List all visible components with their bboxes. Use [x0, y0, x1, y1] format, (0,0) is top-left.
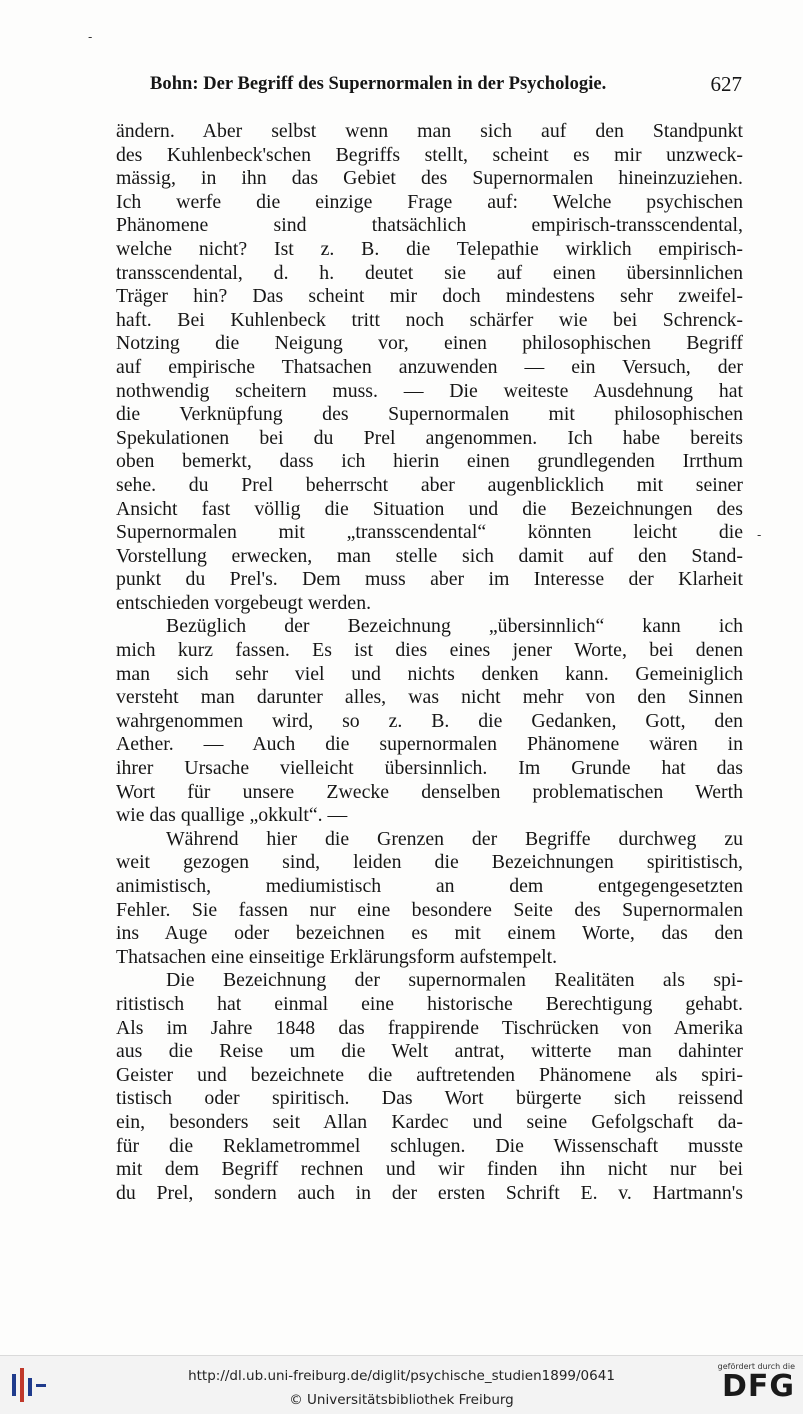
text-line: aus die Reise um die Welt antrat, witterte man dahinter — [116, 1040, 743, 1063]
text-line: Als im Jahre 1848 das frappirende Tischrücken von Amerika — [116, 1016, 743, 1039]
running-header — [150, 72, 742, 100]
text-line: Träger hin? Das scheint mir doch mindestens sehr zweifel- — [116, 285, 743, 308]
text-line: Geister und bezeichnete die auftretenden Phänomene als spiri- — [116, 1063, 743, 1086]
copyright-notice: © Universitätsbibliothek Freiburg — [289, 1392, 514, 1408]
text-line: Ansicht fast völlig die Situation und die Bezeichnungen des — [116, 497, 743, 520]
text-line: des Kuhlenbeck'schen Begriffs stellt, scheint es mir unzweck- — [116, 143, 743, 166]
text-line: ändern. Aber selbst wenn man sich auf den Standpunkt — [116, 120, 743, 142]
text-line: nothwendig scheitern muss. — Die weiteste Ausdehnung hat — [116, 379, 743, 402]
text-line: Aether. — Auch die supernormalen Phänomene wären in — [116, 733, 743, 756]
text-line: ritistisch hat einmal eine historische Berechtigung gehabt. — [116, 992, 743, 1015]
text-line: transscendental, d. h. deutet sie auf einen übersinnlichen — [116, 261, 743, 284]
text-line: Die Bezeichnung der supernormalen Realitäten als spi- — [166, 969, 743, 992]
text-line: Notzing die Neigung vor, einen philosophischen Begriff — [116, 332, 743, 355]
body-text — [116, 120, 743, 1205]
text-line: Ich werfe die einzige Frage auf: Welche psychischen — [116, 190, 743, 213]
text-line: welche nicht? Ist z. B. die Telepathie wirklich empirisch- — [116, 237, 743, 260]
text-line: du Prel, sondern auch in der ersten Schrift E. v. Hartmann's — [116, 1181, 743, 1204]
text-line: Supernormalen mit „transscendental“ könnten leicht die — [116, 521, 743, 544]
text-line: auf empirische Thatsachen anzuwenden — ein Versuch, der — [116, 355, 743, 378]
text-line: Phänomene sind thatsächlich empirisch-transscendental, — [116, 214, 743, 237]
text-line: oben bemerkt, dass ich hierin einen grundlegenden Irrthum — [116, 450, 743, 473]
text-line: mit dem Begriff rechnen und wir finden ihn nicht nur bei — [116, 1158, 743, 1181]
page-number: 627 — [710, 72, 742, 96]
text-line: ihrer Ursache vielleicht übersinnlich. Im Grunde hat das — [116, 757, 743, 780]
running-title: Bohn: Der Begriff des Supernormalen in der Psychologie. — [150, 74, 607, 94]
text-line: Bezüglich der Bezeichnung „übersinnlich“ kann ich — [166, 615, 743, 638]
viewer-footer — [0, 1355, 803, 1414]
text-line: Spekulationen bei du Prel angenommen. Ich habe bereits — [116, 426, 743, 449]
text-line: sehe. du Prel beherrscht aber augenblicklich mit seiner — [116, 473, 743, 496]
text-line: haft. Bei Kuhlenbeck tritt noch schärfer wie bei Schrenck- — [116, 308, 743, 331]
text-line: punkt du Prel's. Dem muss aber im Interesse der Klarheit — [116, 568, 743, 591]
text-line: Wort für unsere Zwecke denselben problematischen Werth — [116, 780, 743, 803]
text-line: wie das quallige „okkult“. — — [116, 804, 348, 827]
text-line: für die Reklametrommel schlugen. Die Wissenschaft musste — [116, 1134, 743, 1157]
dfg-wordmark: DFG — [721, 1369, 795, 1404]
text-line: tistisch oder spiritisch. Das Wort bürgerte sich reissend — [116, 1087, 743, 1110]
text-line: Vorstellung erwecken, man stelle sich damit auf den Stand- — [116, 544, 743, 567]
text-line: versteht man darunter alles, was nicht mehr von den Sinnen — [116, 686, 743, 709]
permalink-url[interactable]: http://dl.ub.uni-freiburg.de/diglit/psychische_studien1899/0641 — [188, 1368, 615, 1384]
text-line: mässig, in ihn das Gebiet des Supernormalen hineinzuziehen. — [116, 167, 743, 190]
text-line: weit gezogen sind, leiden die Bezeichnungen spiritistisch, — [116, 851, 743, 874]
text-line: wahrgenommen wird, so z. B. die Gedanken, Gott, den — [116, 709, 743, 732]
text-line: mich kurz fassen. Es ist dies eines jener Worte, bei denen — [116, 639, 743, 662]
text-line: ein, besonders seit Allan Kardec und seine Gefolgschaft da- — [116, 1110, 743, 1133]
text-line: entschieden vorgebeugt werden. — [116, 591, 372, 614]
dfg-logo — [709, 1362, 795, 1408]
margin-mark-right: - — [757, 528, 762, 542]
text-line: Thatsachen eine einseitige Erklärungsform aufstempelt. — [116, 945, 558, 968]
text-line: Während hier die Grenzen der Begriffe durchweg zu — [166, 827, 743, 850]
margin-mark-top: - — [88, 30, 93, 44]
text-line: ins Auge oder bezeichnen es mit einem Worte, das den — [116, 922, 743, 945]
dfg-funding-note: gefördert durch die — [717, 1362, 795, 1371]
text-line: man sich sehr viel und nichts denken kann. Gemeiniglich — [116, 662, 743, 685]
text-line: animistisch, mediumistisch an dem entgegengesetzten — [116, 875, 743, 897]
text-line: Fehler. Sie fassen nur eine besondere Seite des Supernormalen — [116, 898, 743, 921]
text-line: die Verknüpfung des Supernormalen mit philosophischen — [116, 403, 743, 426]
